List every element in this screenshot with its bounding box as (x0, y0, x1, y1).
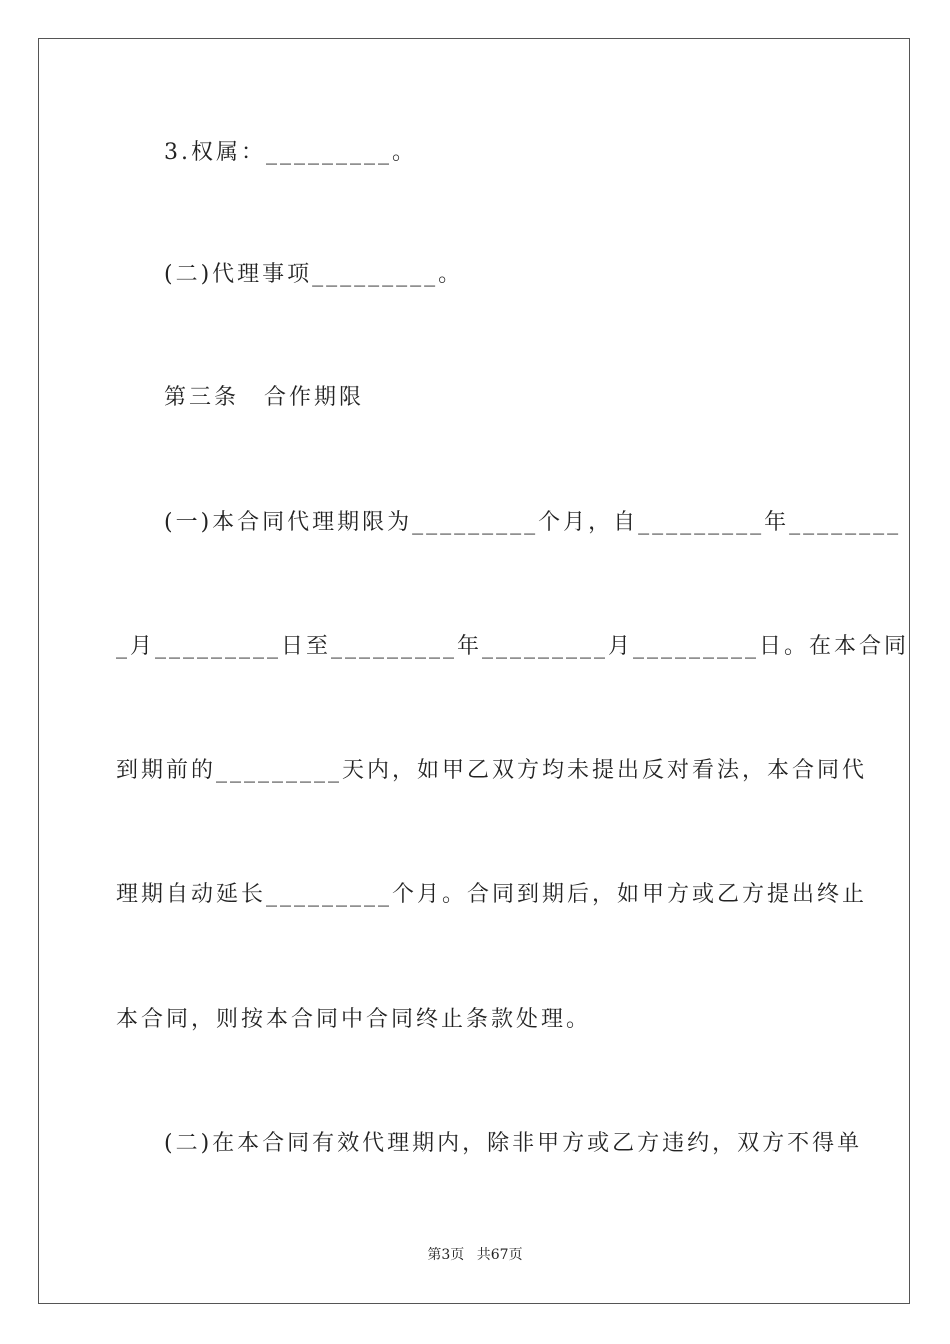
text-line-ownership: 3.权属：_________。 (164, 140, 417, 165)
page-number: 第3页 (427, 1247, 465, 1263)
article-heading: 第三条 合作期限 (164, 385, 365, 410)
text-line-term-4: 理期自动延长_________个月。合同到期后，如甲方或乙方提出终止 (116, 882, 868, 907)
page-total: 共67页 (476, 1247, 523, 1263)
text-line-term-6: (二)在本合同有效代理期内，除非甲方或乙方违约，双方不得单 (164, 1131, 863, 1156)
text-line-term-5: 本合同，则按本合同中合同终止条款处理。 (116, 1007, 592, 1032)
text-line-term-1: (一)本合同代理期限为_________个月，自_________年________ (164, 510, 902, 535)
page-footer (0, 1244, 950, 1264)
text-line-term-2: _月_________日至_________年_________月_________日。在本合同 (116, 634, 910, 659)
text-line-agency-matters: (二)代理事项_________。 (164, 262, 464, 287)
text-line-term-3: 到期前的_________天内，如甲乙双方均未提出反对看法，本合同代 (116, 758, 868, 783)
page-border (38, 38, 910, 1304)
